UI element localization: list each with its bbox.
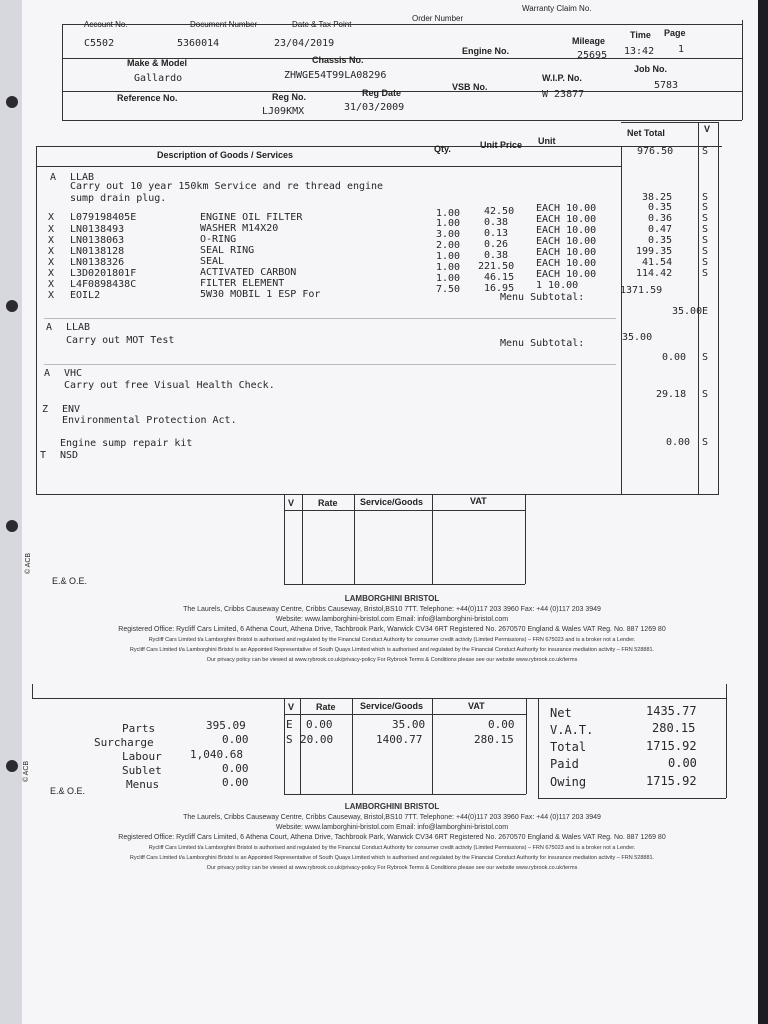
footer-registered: Registered Office: Rycliff Cars Limited, 6 Athena Court, Athena Drive, Tachbrook Park, Warwick CV34 6RT Registered No. 2670570 England & Wales VAT Reg. No. 887 1269 80 bbox=[118, 834, 666, 841]
part-desc: WASHER M14X20 bbox=[200, 223, 279, 234]
job-no-label: Job No. bbox=[634, 64, 667, 74]
part-flag: X bbox=[48, 235, 55, 246]
vat2-vat-header: VAT bbox=[468, 701, 485, 711]
vat-row-v: E bbox=[286, 718, 293, 731]
vhc-labour: VHC bbox=[64, 368, 83, 379]
v-header: V bbox=[704, 124, 711, 134]
footer-1 bbox=[42, 594, 742, 665]
summary-menus-label: Menus bbox=[126, 778, 160, 791]
nsd-labour: NSD bbox=[60, 450, 79, 461]
mileage-label: Mileage bbox=[572, 36, 606, 46]
section-code: A bbox=[50, 172, 57, 183]
part-qty: 2.00 bbox=[436, 240, 461, 251]
part-flag: X bbox=[48, 212, 55, 223]
vat-row-rate: 20.00 bbox=[300, 733, 334, 746]
description-header: Description of Goods / Services bbox=[157, 150, 294, 160]
punch-hole bbox=[6, 520, 18, 532]
env-v: S bbox=[702, 389, 709, 400]
vat-row-rate: 0.00 bbox=[306, 718, 333, 731]
part-qty: 1.00 bbox=[436, 251, 461, 262]
footer-fca1: Rycliff Cars Limited t/a Lamborghini Bristol is authorised and regulated by the Financial Conduct Authority for consumer credit activity (Limited Permissions) – FRN 675023 and is a broker not a Lender. bbox=[148, 845, 636, 851]
account-no-value: C5502 bbox=[84, 38, 115, 49]
date-label: Date & Tax Point bbox=[292, 20, 352, 29]
vat2-v-header: V bbox=[288, 702, 295, 712]
part-unit: EACH 10.00 bbox=[536, 247, 597, 258]
total-total-label: Total bbox=[550, 740, 587, 754]
part-qty: 1.00 bbox=[436, 218, 461, 229]
menu-subtotal-value: 1371.59 bbox=[620, 285, 663, 296]
summary-sublet-label: Sublet bbox=[122, 764, 162, 777]
vat-row-vat: 0.00 bbox=[488, 718, 515, 731]
punch-hole bbox=[6, 300, 18, 312]
part-qty: 1.00 bbox=[436, 208, 461, 219]
vat-v-header: V bbox=[288, 498, 295, 508]
part-v: S bbox=[702, 235, 709, 246]
reg-no-label: Reg No. bbox=[272, 92, 307, 102]
vhc-desc: Carry out free Visual Health Check. bbox=[64, 380, 275, 391]
part-row bbox=[48, 212, 54, 223]
vhc-net: 0.00 bbox=[662, 352, 687, 363]
part-number: EOIL2 bbox=[70, 290, 101, 301]
vat-row-goods: 1400.77 bbox=[376, 733, 423, 746]
summary-parts-value: 395.09 bbox=[206, 719, 246, 732]
part-flag: X bbox=[48, 279, 55, 290]
part-flag: X bbox=[48, 257, 55, 268]
footer-privacy: Our privacy policy can be viewed at www.rybrook.co.uk/privacy-policy For Rybrook Terms & Conditions please see our website www.rybrook.co.uk/terms bbox=[206, 657, 578, 663]
invoice-page bbox=[22, 0, 758, 1024]
part-unit: EACH 10.00 bbox=[536, 236, 597, 247]
section-v: S bbox=[702, 192, 709, 203]
mot-subtotal-label: Menu Subtotal: bbox=[500, 338, 585, 349]
part-number: LN0138128 bbox=[70, 246, 125, 257]
page-value: 1 bbox=[678, 44, 685, 55]
vat2-goods-header: Service/Goods bbox=[360, 701, 424, 711]
warranty-claim-label: Warranty Claim No. bbox=[522, 4, 592, 13]
eoe-1: E.& O.E. bbox=[52, 576, 88, 586]
part-price: 221.50 bbox=[478, 261, 515, 272]
part-v: S bbox=[702, 246, 709, 257]
part-qty: 3.00 bbox=[436, 229, 461, 240]
part-desc: ENGINE OIL FILTER bbox=[200, 212, 303, 223]
reference-no-label: Reference No. bbox=[117, 93, 178, 103]
time-label: Time bbox=[630, 30, 651, 40]
punch-hole bbox=[6, 760, 18, 772]
vat-goods-header: Service/Goods bbox=[360, 497, 424, 507]
part-price: 42.50 bbox=[484, 206, 515, 217]
part-unit: EACH 10.00 bbox=[536, 258, 597, 269]
vat-row-v: S bbox=[286, 733, 293, 746]
page-label: Page bbox=[664, 28, 686, 38]
part-net: 0.47 bbox=[648, 224, 673, 235]
part-number: LN0138063 bbox=[70, 235, 125, 246]
part-desc: O-RING bbox=[200, 234, 237, 245]
part-net: 41.54 bbox=[642, 257, 673, 268]
total-total-value: 1715.92 bbox=[646, 739, 697, 753]
part-desc: ACTIVATED CARBON bbox=[200, 267, 297, 278]
footer-fca1: Rycliff Cars Limited t/a Lamborghini Bristol is authorised and regulated by the Financial Conduct Authority for consumer credit activity (Limited Permissions) – FRN 675023 and is a broker not a Lender. bbox=[148, 637, 636, 643]
mot-code: A bbox=[46, 322, 53, 333]
nsd-desc: Engine sump repair kit bbox=[60, 438, 193, 449]
side-code-2: © ACB bbox=[23, 760, 31, 783]
part-flag: X bbox=[48, 246, 55, 257]
vat-vat-header: VAT bbox=[470, 496, 487, 506]
mot-net: 35.00 bbox=[672, 306, 703, 317]
part-net: 0.35 bbox=[648, 235, 673, 246]
total-net-value: 1435.77 bbox=[646, 704, 697, 718]
env-code: Z bbox=[42, 404, 49, 415]
summary-labour-label: Labour bbox=[122, 750, 162, 763]
make-model-label: Make & Model bbox=[127, 58, 188, 68]
net-total-v: S bbox=[702, 146, 709, 157]
reg-date-label: Reg Date bbox=[362, 88, 402, 98]
summary-surcharge-label: Surcharge bbox=[94, 736, 154, 749]
part-price: 16.95 bbox=[484, 283, 515, 294]
part-price: 0.13 bbox=[484, 228, 509, 239]
total-owing-value: 1715.92 bbox=[646, 774, 697, 788]
total-vat-value: 280.15 bbox=[652, 721, 696, 735]
date-value: 23/04/2019 bbox=[274, 38, 335, 49]
mot-desc: Carry out MOT Test bbox=[66, 335, 175, 346]
part-unit: 1 10.00 bbox=[536, 280, 579, 291]
total-net-label: Net bbox=[550, 706, 572, 720]
vat2-rate-header: Rate bbox=[316, 702, 336, 712]
part-number: LN0138493 bbox=[70, 224, 125, 235]
env-net: 29.18 bbox=[656, 389, 687, 400]
net-total-value: 976.50 bbox=[637, 146, 674, 157]
time-value: 13:42 bbox=[624, 46, 655, 57]
total-vat-label: V.A.T. bbox=[550, 723, 594, 737]
part-unit: EACH 10.00 bbox=[536, 269, 597, 280]
summary-sublet-value: 0.00 bbox=[222, 762, 249, 775]
part-desc: SEAL bbox=[200, 256, 225, 267]
job-no-value: 5783 bbox=[654, 80, 679, 91]
summary-menus-value: 0.00 bbox=[222, 776, 249, 789]
footer-web: Website: www.lamborghini-bristol.com Email: info@lamborghini-bristol.com bbox=[275, 824, 509, 831]
section-desc-line1: Carry out 10 year 150km Service and re thread engine bbox=[70, 181, 384, 192]
part-flag: X bbox=[48, 224, 55, 235]
eoe-2: E.& O.E. bbox=[50, 786, 86, 796]
part-v: S bbox=[702, 213, 709, 224]
make-model-value: Gallardo bbox=[134, 73, 183, 84]
vat-row-vat: 280.15 bbox=[474, 733, 514, 746]
footer-registered: Registered Office: Rycliff Cars Limited, 6 Athena Court, Athena Drive, Tachbrook Park, Warwick CV34 6RT Registered No. 2670570 England & Wales VAT Reg. No. 887 1269 80 bbox=[118, 626, 666, 633]
side-code-1: © ACB bbox=[25, 552, 33, 575]
part-desc: SEAL RING bbox=[200, 245, 255, 256]
part-flag: X bbox=[48, 268, 55, 279]
part-unit: EACH 10.00 bbox=[536, 214, 597, 225]
part-v: S bbox=[702, 268, 709, 279]
footer-2 bbox=[42, 802, 742, 873]
vat-row-goods: 35.00 bbox=[392, 718, 426, 731]
footer-fca2: Rycliff Cars Limited t/a Lamborghini Bristol is an Appointed Representative of South Quays Limited which is authorised and regulated by the Financial Conduct Authority for insurance mediation activity – FRN 528881. bbox=[129, 855, 655, 861]
punch-hole bbox=[6, 96, 18, 108]
document-number-value: 5360014 bbox=[177, 38, 220, 49]
env-desc: Environmental Protection Act. bbox=[62, 415, 237, 426]
chassis-no-value: ZHWGE54T99LA08296 bbox=[284, 70, 387, 81]
order-number-label: Order Number bbox=[412, 14, 464, 23]
account-no-label: Account No. bbox=[84, 20, 128, 29]
unit-header: Unit bbox=[538, 136, 556, 146]
footer-web: Website: www.lamborghini-bristol.com Email: info@lamborghini-bristol.com bbox=[275, 616, 509, 623]
part-number: L3D0201801F bbox=[70, 268, 137, 279]
footer-address: The Laurels, Cribbs Causeway Centre, Cribbs Causeway, Bristol,BS10 7TT. Telephone: +44(0)117 203 3960 Fax: +44 (0)117 203 3949 bbox=[183, 814, 601, 821]
total-paid-value: 0.00 bbox=[668, 756, 697, 770]
section-labour: LLAB bbox=[70, 172, 95, 183]
vhc-v: S bbox=[702, 352, 709, 363]
reg-no-value: LJ09KMX bbox=[262, 106, 305, 117]
vat-rate-header: Rate bbox=[318, 498, 338, 508]
part-price: 46.15 bbox=[484, 272, 515, 283]
mot-labour: LLAB bbox=[66, 322, 91, 333]
part-net: 0.36 bbox=[648, 213, 673, 224]
part-net: 114.42 bbox=[636, 268, 673, 279]
footer-company: LAMBORGHINI BRISTOL bbox=[344, 594, 440, 603]
reg-date-value: 31/03/2009 bbox=[344, 102, 405, 113]
unit-price-header: Unit Price bbox=[480, 140, 523, 150]
part-number: L079198405E bbox=[70, 212, 137, 223]
summary-labour-value: 1,040.68 bbox=[190, 748, 243, 761]
engine-no-label: Engine No. bbox=[462, 46, 509, 56]
summary-surcharge-value: 0.00 bbox=[222, 733, 249, 746]
section-net: 38.25 bbox=[642, 192, 673, 203]
nsd-net: 0.00 bbox=[666, 437, 691, 448]
section-desc-line2: sump drain plug. bbox=[70, 193, 167, 204]
mot-subtotal-value: 35.00 bbox=[622, 332, 653, 343]
part-net: 199.35 bbox=[636, 246, 673, 257]
qty-header: Qty. bbox=[434, 144, 451, 154]
nsd-v: S bbox=[702, 437, 709, 448]
part-qty: 1.00 bbox=[436, 262, 461, 273]
nsd-code: T bbox=[40, 450, 47, 461]
total-paid-label: Paid bbox=[550, 757, 579, 771]
mot-v: E bbox=[702, 306, 709, 317]
wip-no-value: W 23877 bbox=[542, 89, 585, 100]
menu-subtotal-label: Menu Subtotal: bbox=[500, 292, 585, 303]
document-number-label: Document Number bbox=[190, 20, 258, 29]
summary-parts-label: Parts bbox=[122, 722, 156, 735]
env-labour: ENV bbox=[62, 404, 81, 415]
part-desc: 5W30 MOBIL 1 ESP For bbox=[200, 289, 321, 300]
vhc-code: A bbox=[44, 368, 51, 379]
vsb-no-label: VSB No. bbox=[452, 82, 488, 92]
mileage-value: 25695 bbox=[577, 50, 608, 61]
part-number: LN0138326 bbox=[70, 257, 125, 268]
part-qty: 7.50 bbox=[436, 284, 461, 295]
part-number: L4F0898438C bbox=[70, 279, 137, 290]
part-flag: X bbox=[48, 290, 55, 301]
net-total-header: Net Total bbox=[627, 128, 665, 138]
footer-privacy: Our privacy policy can be viewed at www.rybrook.co.uk/privacy-policy For Rybrook Terms & Conditions please see our website www.rybrook.co.uk/terms bbox=[206, 865, 578, 871]
wip-no-label: W.I.P. No. bbox=[542, 73, 582, 83]
part-net: 0.35 bbox=[648, 202, 673, 213]
total-owing-label: Owing bbox=[550, 775, 587, 789]
part-qty: 1.00 bbox=[436, 273, 461, 284]
footer-address: The Laurels, Cribbs Causeway Centre, Cribbs Causeway, Bristol,BS10 7TT. Telephone: +44(0)117 203 3960 Fax: +44 (0)117 203 3949 bbox=[183, 606, 601, 613]
part-price: 0.26 bbox=[484, 239, 509, 250]
part-price: 0.38 bbox=[484, 217, 509, 228]
part-v: S bbox=[702, 224, 709, 235]
part-price: 0.38 bbox=[484, 250, 509, 261]
footer-fca2: Rycliff Cars Limited t/a Lamborghini Bristol is an Appointed Representative of South Quays Limited which is authorised and regulated by the Financial Conduct Authority for insurance mediation activity – FRN 528881. bbox=[129, 647, 655, 653]
part-v: S bbox=[702, 202, 709, 213]
part-v: S bbox=[702, 257, 709, 268]
part-unit: EACH 10.00 bbox=[536, 203, 597, 214]
part-desc: FILTER ELEMENT bbox=[200, 278, 285, 289]
chassis-no-label: Chassis No. bbox=[312, 55, 364, 65]
part-unit: EACH 10.00 bbox=[536, 225, 597, 236]
footer-company: LAMBORGHINI BRISTOL bbox=[344, 802, 440, 811]
